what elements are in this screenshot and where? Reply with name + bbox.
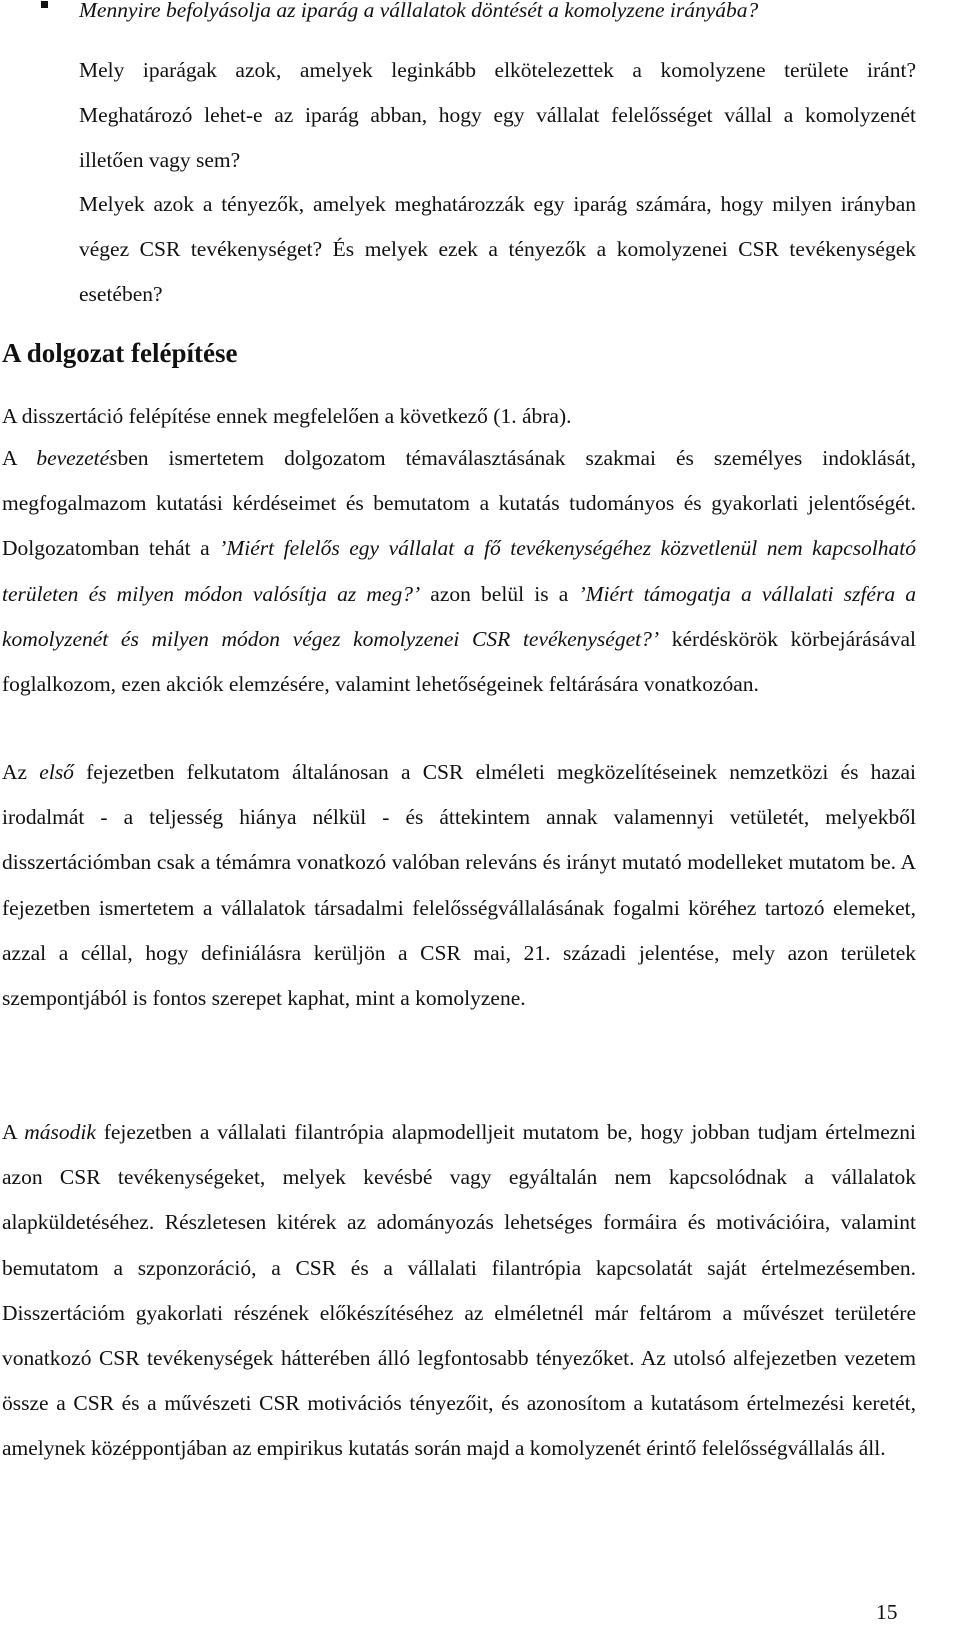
text-run: A xyxy=(2,1120,25,1144)
paragraph-second-chapter xyxy=(2,1110,916,1472)
text-run: Az xyxy=(2,760,40,784)
text-run: fejezetben a vállalati filantrópia alapmodelljeit mutatom be, hogy jobban tudjam értelmezni azon CSR tevékenységeket, melyek kevésbé vagy egyáltalán nem kapcsolódnak a vállalatok alapküldetéséhez. Részletesen kitérek az adományozás lehetséges formáira és motivációira, valamint bemutatom a szponzoráció, a CSR és a vállalati filantrópia kapcsolatát saját értelmezésemben. Disszertációm gyakorlati részének előkészítéséhez az elméletnél már feltárom a művészet területére vonatkozó CSR tevékenységek hátterében álló legfontosabb tényezőket. Az utolsó alfejezetben vezetem össze a CSR és a művészeti CSR motivációs tényezőit, és azonosítom a kutatásom értelmezési keretét, amelynek középpontjában az empirikus kutatás során majd a komolyzenét érintő felelősségvállalás áll. xyxy=(2,1120,916,1461)
intro-text: A disszertáció felépítése ennek megfelelően a következő (1. ábra). xyxy=(2,404,572,428)
text-run: ben ismertetem dolgozatom témaválasztásának szakmai és személyes indoklását, megfogalmazom kutatási kérdéseimet és bemutatom a kutatás tudományos és gyakorlati jelentőségét. Dolgozatomban tehát a xyxy=(2,446,916,561)
emphasis-masodik: második xyxy=(24,1120,96,1144)
emphasis-question-2: ’Miért támogatja a vállalati szféra a komolyzenét és milyen módon végez komolyzenei CSR tevékenységet?’ xyxy=(2,581,916,651)
paragraph-introduction-chapter xyxy=(2,436,916,707)
emphasis-question-1: ’Miért felelős egy vállalat a fő tevékenységéhez közvetlenül nem kapcsolható területen és milyen módon valósítja az meg?’ xyxy=(2,536,917,606)
intro-paragraph xyxy=(2,394,916,439)
section-heading: A dolgozat felépítése xyxy=(2,338,238,368)
text-run: A xyxy=(2,446,37,470)
bullet-marker xyxy=(41,1,48,8)
emphasis-elso: első xyxy=(39,760,74,784)
page-number: 15 xyxy=(876,1600,898,1624)
question-3-text: Melyek azok a tényezők, amelyek meghatározzák egy iparág számára, hogy milyen irányban végez CSR tevékenységet? És melyek ezek a tényezők a komolyzenei CSR tevékenységek esetében? xyxy=(79,192,916,307)
text-run: azon belül is a xyxy=(420,581,579,606)
bullet-question-1 xyxy=(2,0,916,33)
question-1-text: Mennyire befolyásolja az iparág a vállalatok döntését a komolyzene irányába? xyxy=(79,0,759,22)
text-run: fejezetben felkutatom általánosan a CSR elméleti megközelítéseinek nemzetközi és hazai irodalmát - a teljesség hiánya nélkül - és áttekintem annak valamennyi vetületét, melyekből disszertációmban csak a témámra vonatkozó valóban releváns és irányt mutató modelleket mutatom be. A fejezetben ismertetem a vállalatok társadalmi felelősségvállalásának fogalmi köréhez tartozó elemeket, azzal a céllal, hogy definiálásra kerüljön a CSR mai, 21. századi jelentése, mely azon területek szempontjából is fontos szerepet kaphat, mint a komolyzene. xyxy=(2,760,917,1011)
paragraph-first-chapter xyxy=(2,750,916,1021)
question-2-paragraph xyxy=(2,48,916,184)
question-2-text: Mely iparágak azok, amelyek leginkább elkötelezettek a komolyzene területe iránt? Meghatározó lehet-e az iparág abban, hogy egy vállalat felelősséget vállal a komolyzenét illetően vagy sem? xyxy=(79,58,916,173)
question-3-paragraph xyxy=(2,182,916,318)
emphasis-bevezetes: bevezetés xyxy=(36,446,118,470)
text-run: kérdéskörök körbejárásával foglalkozom, ezen akciók elemzésére, valamint lehetőségeinek feltárására vonatkozóan. xyxy=(2,626,916,697)
